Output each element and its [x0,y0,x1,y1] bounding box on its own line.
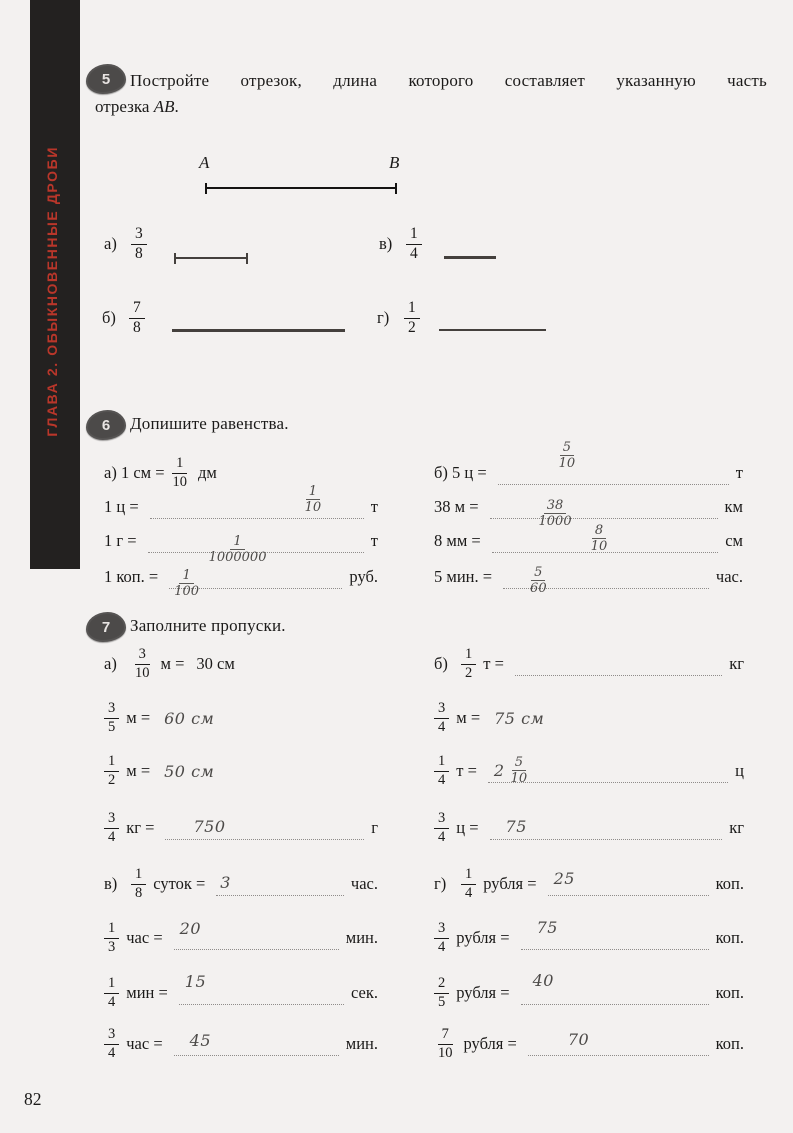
denominator: 8 [133,318,141,336]
equation-text: ц = [456,818,479,837]
answer-blank [148,523,364,566]
task7-row-r6 [434,920,744,956]
answer-blank [490,810,723,840]
numerator: 1 [404,300,420,319]
unit-label: руб. [349,567,378,586]
handwritten-answer: 70 [567,1030,590,1049]
handwritten-answer: 750 [193,817,226,836]
numerator: 1 [230,535,244,551]
task7-badge [86,612,126,642]
numerator: 1 [306,485,320,501]
unit-label: км [724,497,743,516]
unit-label: кг [729,818,744,837]
item-label: г) [434,874,447,893]
fraction [434,754,449,788]
denominator: 2 [108,771,116,788]
item-label: б) [102,308,116,327]
unit-label: коп. [715,983,744,1002]
answer-blank [521,971,709,1005]
equation-text: м = [126,708,151,727]
denominator: 3 [108,938,116,955]
answer-segment-a [175,257,247,259]
equation-text: кг = [126,818,155,837]
task7-row-r8 [434,1026,744,1062]
page-number: 82 [24,1089,42,1109]
equation-text: рубля = [456,983,510,1002]
numerator: 1 [179,569,193,585]
fraction [104,701,119,735]
equation-text: час = [126,1034,163,1053]
denominator: 8 [135,884,143,901]
task7-row-l3 [104,753,214,789]
task5-item-g [377,300,427,336]
task7-number: 7 [101,618,111,636]
task6-row-l1 [104,455,217,491]
answer-blank [165,810,364,840]
answer-blank [169,559,342,600]
handwritten-answer: 75 [505,817,527,836]
denominator: 10 [304,500,322,516]
equation-text: м = [126,761,151,780]
denominator: 4 [465,884,473,901]
handwritten-answer: 50 см [164,761,215,781]
numerator: 7 [129,300,145,319]
unit-label: т [370,531,378,550]
item-label: г) [377,308,390,327]
answer-blank [515,646,722,676]
equation-text: м = [160,654,185,673]
fraction [406,226,422,262]
denominator: 10 [172,473,188,490]
handwritten-answer: 15 [184,972,207,991]
numerator: 1 [172,456,187,474]
segment-ab-line [206,187,396,189]
denominator: 1000 [538,514,572,530]
denominator: 60 [530,581,547,597]
answer-blank [216,866,344,896]
handwritten-fraction [302,485,325,515]
fraction [434,811,449,845]
numerator: 5 [560,441,574,457]
equation-text: 1 г = [104,531,137,550]
equation-text: рубля = [456,928,510,947]
handwritten-answer: 45 [189,1031,211,1050]
task7-row-r2 [434,700,544,736]
task6-row-r3 [434,523,743,559]
answer-blank [498,439,729,485]
printed-answer: 30 см [196,654,235,673]
task6-row-l2 [104,483,378,525]
task6-number: 6 [101,416,111,434]
task7-row-l8 [104,1026,378,1062]
fraction [461,647,476,681]
task5-title-line2 [95,97,179,117]
task6-row-r4 [434,559,743,595]
handwritten-answer: 20 [179,919,201,938]
fraction [104,976,119,1010]
handwritten-fraction [171,569,202,599]
task7-title: Заполните пропуски. [130,616,286,635]
chapter-title: ГЛАВА 2. ОБЫКНОВЕННЫЕ ДРОБИ [44,146,60,437]
fraction [104,921,119,955]
task7-row-l5 [104,866,378,902]
numerator: 3 [434,811,449,829]
answer-blank [521,920,709,950]
fraction [131,867,146,901]
numerator: 5 [531,566,545,582]
numerator: 3 [104,1027,119,1045]
handwritten-mixed-number [494,756,530,786]
equation-text: б) 5 ц = [434,463,487,482]
item-label: а) [104,654,117,673]
task5-title-line1: Постройте отрезок, длина которого составляет указанную часть [130,71,767,90]
denominator: 1000000 [208,550,267,566]
equation-text: рубля = [463,1034,517,1053]
answer-blank [503,559,709,597]
unit-label: час. [350,874,378,893]
handwritten-answer: 75 [536,918,558,937]
fraction [404,300,420,336]
denominator: 4 [438,938,446,955]
task6-title: Допишите равенства. [130,414,289,433]
unit-label: см [725,531,743,550]
denominator: 2 [465,664,473,681]
point-a-label: A [199,153,210,172]
numerator: 7 [438,1027,453,1045]
task7-row-r4 [434,810,744,846]
numerator: 2 [434,976,449,994]
fraction [104,754,119,788]
equation-text: т = [483,654,504,673]
handwritten-answer: 60 см [164,708,215,728]
unit-label: коп. [715,928,744,947]
denominator: 5 [438,993,446,1010]
task5-title-post: . [174,97,179,116]
task7-row-l1 [104,646,235,682]
equation-text: рубля = [483,874,537,893]
task7-row-r7 [434,971,744,1011]
fraction [131,226,147,262]
item-label: в) [379,234,393,253]
answer-blank [528,1026,709,1056]
equation-text: 1 ц = [104,497,139,516]
numerator: 1 [104,754,119,772]
task5-badge [86,64,126,94]
numerator: 3 [104,701,119,719]
numerator: 1 [434,754,449,772]
task5-title-pre: отрезка [95,97,154,116]
task5-number: 5 [101,70,111,88]
equation-text: 8 мм = [434,531,481,550]
unit-label: сек. [351,983,378,1002]
handwritten-fraction [556,441,579,471]
denominator: 4 [108,828,116,845]
task7-row-l7 [104,972,378,1011]
equation-text: 38 м = [434,497,479,516]
task5-item-a [104,226,154,262]
handwritten-fraction [527,566,550,596]
denominator: 10 [438,1044,453,1061]
task5-item-v [379,226,429,262]
chapter-sidebar [30,0,80,569]
denominator: 5 [108,718,116,735]
equation-text: мин = [126,983,168,1002]
numerator: 1 [104,921,119,939]
fraction [434,921,449,955]
equation-text: 1 коп. = [104,567,159,586]
denominator: 2 [408,318,416,336]
numerator: 1 [461,647,476,665]
task6-row-l4 [104,559,378,600]
answer-blank [174,1026,339,1056]
numerator: 1 [104,976,119,994]
numerator: 5 [512,756,526,772]
fraction [129,300,145,336]
handwritten-answer: 75 см [494,708,545,728]
unit-label: коп. [715,1034,744,1053]
fraction [461,867,476,901]
task6-row-l3 [104,523,378,566]
fraction [104,811,119,845]
answer-blank [492,523,719,553]
equation-text: суток = [153,874,206,893]
task6-row-r1 [434,439,743,491]
task7-row-l2 [104,700,214,736]
equation-text: час = [126,928,163,947]
denominator: 4 [108,1044,116,1061]
handwritten-answer: 25 [553,869,575,888]
fraction [169,456,192,490]
task7-row-r5 [434,866,744,902]
task7-row-l6 [104,920,378,956]
answer-blank [490,489,718,530]
answer-blank [150,483,364,519]
denominator: 10 [510,771,528,787]
numerator: 1 [131,867,146,885]
answer-blank [179,972,344,1005]
task6-row-r2 [434,489,743,530]
item-label: в) [104,874,118,893]
unit-label: ц [735,761,744,780]
item-label: б) [434,654,448,673]
point-b-label: B [389,153,400,172]
fraction [434,976,449,1010]
handwritten-fraction [588,524,611,554]
task5-title-ab: AB [153,97,175,116]
equation-text: м = [456,708,481,727]
unit-label: мин. [345,928,378,947]
unit-label: коп. [715,874,744,893]
numerator: 8 [592,524,606,540]
numerator: 3 [131,226,147,245]
answer-segment-g [439,329,546,331]
task7-row-l4 [104,810,378,846]
handwritten-answer: 3 [220,873,231,892]
task7-row-r3 [434,753,744,789]
handwritten-fraction [508,756,531,786]
equation-text: 5 мин. = [434,567,493,586]
unit-label: кг [729,654,744,673]
unit-label: г [371,818,378,837]
denominator: 4 [438,718,446,735]
item-label: а) [104,234,117,253]
task5-item-b [102,300,152,336]
numerator: 1 [406,226,422,245]
unit-label: час. [715,567,743,586]
numerator: 3 [104,811,119,829]
unit-label: мин. [345,1034,378,1053]
equation-text: а) 1 см = [104,463,165,482]
unit-label: т [735,463,743,482]
fraction [434,701,449,735]
fraction [434,1027,457,1061]
numerator: 3 [434,701,449,719]
unit-label: дм [198,463,217,482]
denominator: 4 [438,771,446,788]
answer-blank [174,920,339,950]
task6-badge [86,410,126,440]
numerator: 3 [434,921,449,939]
fraction [131,647,154,681]
denominator: 4 [438,828,446,845]
answer-blank [548,866,709,896]
numerator: 1 [461,867,476,885]
equation-text: т = [456,761,477,780]
answer-segment-b [172,329,345,332]
numerator: 38 [544,499,567,515]
handwritten-answer: 40 [532,971,554,990]
denominator: 4 [108,993,116,1010]
numerator: 3 [135,647,150,665]
denominator: 10 [558,456,576,472]
denominator: 8 [135,244,143,262]
answer-segment-v [444,256,496,259]
fraction [104,1027,119,1061]
task7-row-r1 [434,646,744,682]
whole-part: 2 [493,761,505,781]
unit-label: т [370,497,378,516]
answer-blank [488,753,728,787]
denominator: 4 [410,244,418,262]
denominator: 10 [590,539,608,555]
denominator: 10 [135,664,150,681]
denominator: 100 [174,584,200,600]
